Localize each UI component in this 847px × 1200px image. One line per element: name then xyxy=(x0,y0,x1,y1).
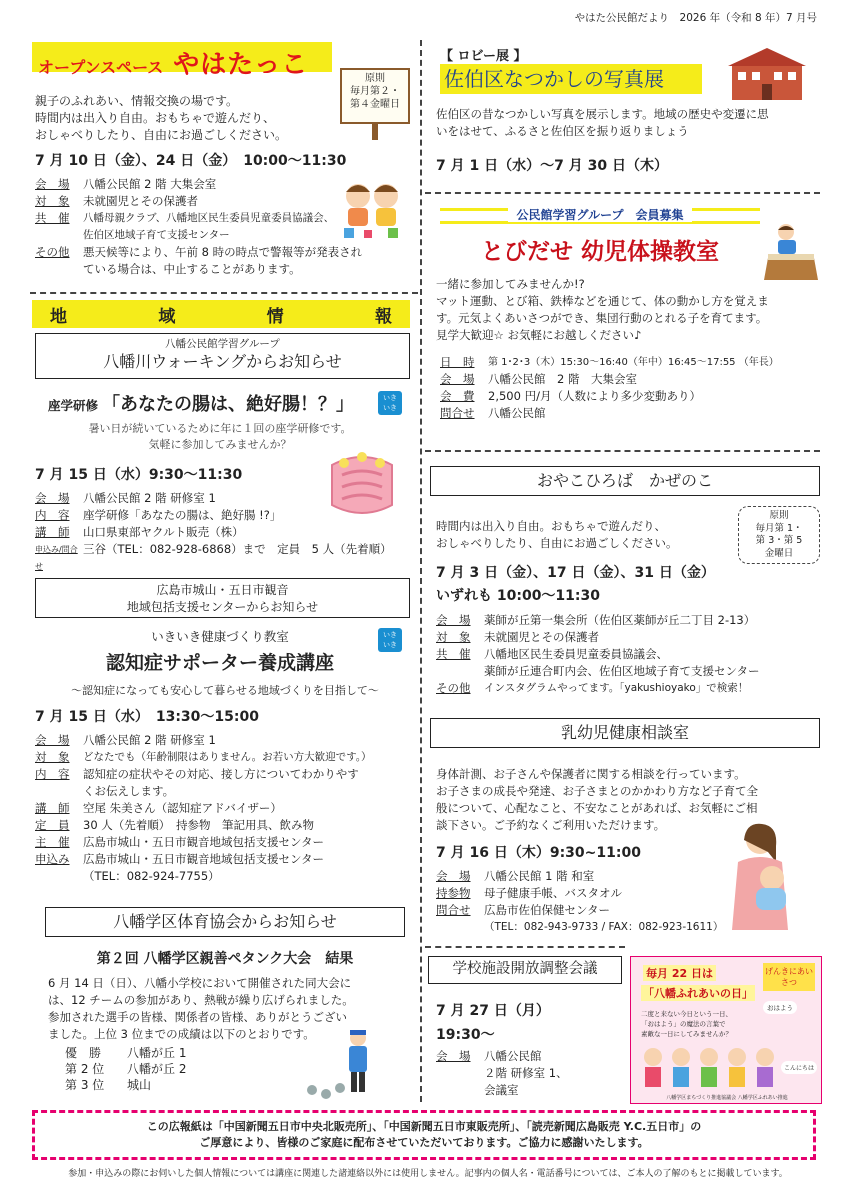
poster-title2: 「八幡ふれあいの日」 xyxy=(643,987,753,1000)
gym-recruit-banner: 公民館学習グループ 会員募集 xyxy=(440,208,760,224)
poster-bubble-konnichiwa: こんにちは xyxy=(781,1061,817,1074)
lobby-desc: 佐伯区の昔なつかしい写真を展示します。地域の歴史や変遷に思 いをはせて、ふるさと佐伯区を振り返りましょう xyxy=(436,107,769,138)
yahatakko-schedule-sign: 原則 毎月第２・ 第４金曜日 xyxy=(340,68,410,124)
gym-desc: 一緒に参加してみませんか!? マット運動、とび箱、鉄棒などを通じて、体の動かし方を覚えま す。元気よくあいさつができ、集団行動のとれる子を育てます。 見学大歓迎☆ お気軽にお越しください♪ xyxy=(436,277,769,342)
distribution-notice: この広報紙は「中国新聞五日市中央北販売所」、「中国新聞五日市東販売所」、「読売新聞広島販売 Y.C.五日市」の ご厚意により、皆様のご家庭に配布させていただいております。ご協力に感謝いたします。 xyxy=(32,1110,816,1160)
dementia-series: いきいき健康づくり教室 xyxy=(151,629,289,644)
gym-title: とびだせ 幼児体操教室 xyxy=(480,239,719,265)
walking-details: 会 場 八幡公民館 2 階 研修室 1 内 容 座学研修「あなたの腸は、絶好腸 !?」 講 師 山口県東部ヤクルト販売（株） 申込み/問合せ 三谷（TEL：082-928-6868）まで 定員 5 人（先着順） xyxy=(35,491,392,571)
divider xyxy=(425,946,625,948)
school-time: 19:30～ xyxy=(436,1027,495,1043)
poster-title1: 毎月 22 日は xyxy=(643,965,716,981)
school-date: 7 月 27 日（月） xyxy=(436,1003,550,1019)
yahatakko-title-main: やはたっこ xyxy=(173,50,309,80)
yahatakko-details: 会 場 八幡公民館 2 階 大集会室 対 象 未就園児とその保護者 共 催 八幡母親クラブ、八幡地区民生委員児童委員協議会、 佐伯区地域子育て支援センター その他 悪天候等により、午前 8 時の時点で警報等が発表され ている場合は、中止することがあります。 xyxy=(35,177,363,276)
infant-header: 乳幼児健康相談室 xyxy=(430,718,820,748)
walking-header: 八幡公民館学習グループ 八幡川ウォーキングからお知らせ xyxy=(35,333,410,379)
dementia-org-header: 広島市城山・五日市観音 地域包括支援センターからお知らせ xyxy=(35,578,410,618)
dementia-subtitle: ～認知症になっても安心して暮らせる地域づくりを目指して～ xyxy=(71,684,379,697)
divider xyxy=(425,450,820,452)
yahatakko-title-prefix: オープンスペース xyxy=(38,58,164,77)
sports-event: 第２回 八幡学区親善ペタンク大会 結果 xyxy=(96,951,354,967)
poster-bubble-ohayou: おはよう xyxy=(763,1001,797,1014)
poster-tag: げんきにあいさつ xyxy=(763,963,815,991)
dementia-title: 認知症サポーター養成講座 xyxy=(105,652,334,674)
infant-desc: 身体計測、お子さんや保護者に関する相談を行っています。 お子さまの成長や発達、お子さまとのかかわり方など子育て全 般について、心配なこと、不安なことがあれば、お気軽にご相 談下さい。ご予約なくご利用いただけます。 xyxy=(436,767,758,832)
dementia-date: 7 月 15 日（水） 13:30～15:00 xyxy=(35,709,259,725)
children-playing-icon xyxy=(338,178,408,240)
school-building-icon xyxy=(726,46,808,102)
divider xyxy=(425,192,820,194)
yahatakko-title xyxy=(32,42,332,80)
kazenoko-date2: いずれも 10:00～11:30 xyxy=(436,588,601,604)
newsletter-header: やはた公民館だより 2026 年（令和 8 年）7 月号 xyxy=(574,12,817,24)
sports-header: 八幡学区体育協会からお知らせ xyxy=(45,907,405,937)
yahatakko-date: 7 月 10 日（金）、24 日（金） 10:00～11:30 xyxy=(35,153,347,169)
walking-date: 7 月 15 日（水）9:30～11:30 xyxy=(35,467,243,483)
chiiki-joho-title: 地 域 情 報 xyxy=(32,300,410,328)
privacy-notice: 参加・申込みの際にお伺いした個人情報については講座に関連した諸連絡以外には使用しません。記事内の個人名・電話番号については、ご本人の了解のもとに掲載しています。 xyxy=(68,1169,788,1179)
infant-details: 会 場 八幡公民館 1 階 和室 持参物 母子健康手帳、バスタオル 問合せ 広島市佐伯保健センター （TEL：082-943-9733 / FAX：082-923-1611） xyxy=(436,869,724,933)
column-divider xyxy=(420,40,422,1102)
ikiiki-badge: いき いき xyxy=(378,628,402,652)
sports-results: 優 勝 八幡が丘 1 第 2 位 八幡が丘 2 第 3 位 城山 xyxy=(65,1046,187,1092)
sports-desc: 6 月 14 日（日）、八幡小学校において開催された同大会に は、12 チームの参加があり、熱戦が繰り広げられました。 参加された選手の皆様、関係者の皆様、ありがとうござい ました。上位 3 位までの成績は以下のとおりです。 xyxy=(48,976,354,1041)
lobby-label: 【 ロビー展 】 xyxy=(440,49,527,64)
children-greeting-icon xyxy=(639,1043,779,1089)
kazenoko-header: おやこひろば かぜのこ xyxy=(430,466,820,496)
divider xyxy=(30,292,418,294)
gym-details: 日 時 第 1･2･3（木）15:30～16:40（年中）16:45～17:55 （年長） 会 場 八幡公民館 2 階 大集会室 会 費 2,500 円/月（人数により多少変動あり） 問合せ 八幡公民館 xyxy=(440,355,779,420)
kazenoko-desc: 時間内は出入り自由。おもちゃで遊んだり、 おしゃべりしたり、自由にお過ごしください。 xyxy=(436,519,678,550)
petanque-player-icon xyxy=(300,1028,380,1100)
fureai-poster xyxy=(630,956,822,1104)
lobby-title: 佐伯区なつかしの写真展 xyxy=(440,64,702,94)
dementia-details: 会 場 八幡公民館 2 階 研修室 1 対 象 どなたでも（年齢制限はありません。お若い方大歓迎です。） 内 容 認知症の症状やその対応、接し方についてわかりやす くお伝えします。 講 師 空尾 朱美さん（認知症アドバイザー） 定 員 30 人（先着順） 持参物 筆記用具、飲み物 主 催 広島市城山・五日市観音地域包括支援センター 申込み 広島市城山・五日市観音地域包括支援センター （TEL：082-924-7755） xyxy=(35,733,372,883)
yahatakko-desc: 親子のふれあい、情報交換の場です。 時間内は出入り自由。おもちゃで遊んだり、 おしゃべりしたり、自由にお過ごしください。 xyxy=(35,94,288,142)
walking-desc: 暑い日が続いているために年に１回の座学研修です。 気軽に参加してみませんか？ xyxy=(88,422,352,451)
school-details: 会 場 八幡公民館 ２階 研修室 1、 会議室 xyxy=(436,1049,568,1097)
poster-footer: 八幡学区まちづくり推進協議会 八幡学区ふれあい推進 xyxy=(666,1095,788,1101)
vaulting-box-kid-icon xyxy=(760,222,822,282)
walking-lecture-title: 座学研修 「あなたの腸は、絶好腸！？」 xyxy=(48,394,355,415)
kazenoko-date1: 7 月 3 日（金）、17 日（金）、31 日（金） xyxy=(436,565,715,581)
poster-text: 二度と来ない今日という一日、 「おはよう」の魔法の言葉で 素敵な一日にしてみませんか？ xyxy=(641,1010,732,1038)
lobby-date: 7 月 1 日（水）～7 月 30 日（木） xyxy=(436,158,668,174)
school-header: 学校施設開放調整会議 xyxy=(428,956,622,984)
kazenoko-details: 会 場 薬師が丘第一集会所（佐伯区薬師が丘二丁目 2-13） 対 象 未就園児とその保護者 共 催 八幡地区民生委員児童委員協議会、 薬師が丘連合町内会、佐伯区地域子育て支援センター その他 インスタグラムやってます。「yakushioyako」で検索！ xyxy=(436,613,760,695)
sign-post xyxy=(372,124,378,140)
ikiiki-badge: いき いき xyxy=(378,391,402,415)
infant-date: 7 月 16 日（木）9:30~11:00 xyxy=(436,845,641,861)
kazenoko-schedule-badge: 原則 毎月第 1・ 第 3・第 5 金曜日 xyxy=(738,506,820,564)
